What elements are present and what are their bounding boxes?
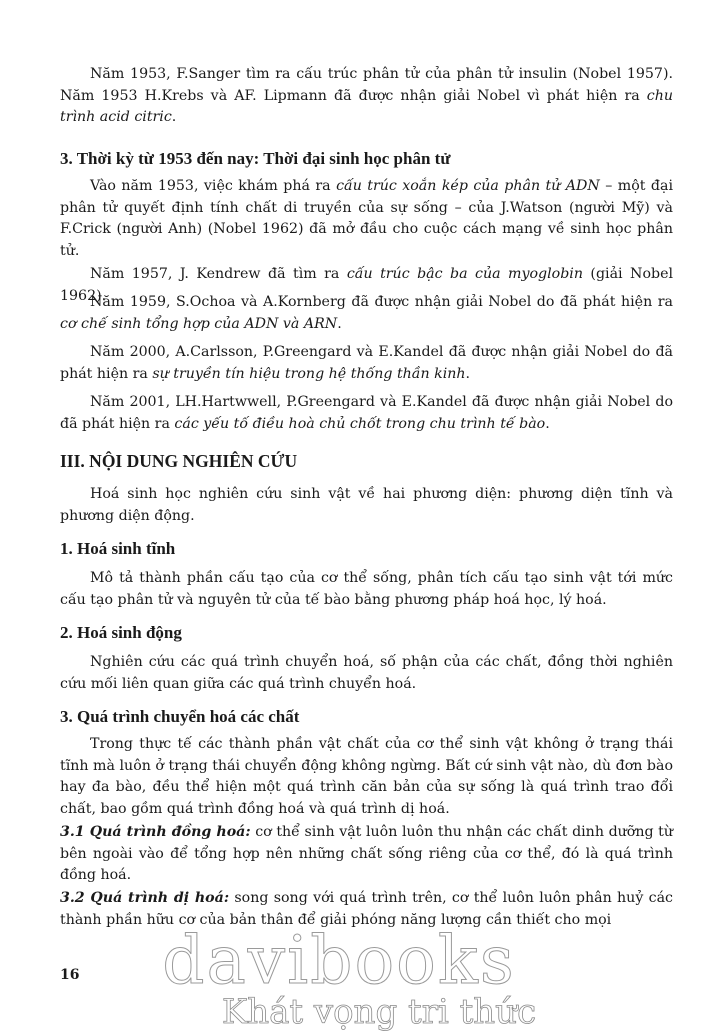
text: Năm 1957, J. Kendrew đã tìm ra	[90, 266, 347, 282]
text: .	[337, 315, 342, 332]
emphasis: các yếu tố điều hoà chủ chốt trong chu trình tế bào	[174, 415, 546, 432]
text: Vào năm 1953, việc khám phá ra	[90, 178, 337, 194]
text: cơ thể sinh vật luôn luôn thu nhận các chất dinh dưỡng từ bên ngoài vào để tổng hợp nên những chất sống riêng của cơ thể, đó là quá trình đồng hoá.	[60, 824, 674, 884]
subsection-heading: 2. Hoá sinh động	[60, 623, 182, 642]
emphasis: sự truyền tín hiệu trong hệ thống thần kinh	[152, 365, 466, 382]
page-number: 16	[60, 967, 80, 983]
paragraph-hartwell	[60, 392, 673, 435]
text: – một đại phân tử quyết định tính chất di truyền của sự sống – của J.Watson (người Mỹ) và F.Crick (người Anh) (Nobel 1962) đã mở đầu cho cuộc cách mạng về sinh học phân tử.	[60, 178, 673, 259]
paragraph-metabolism	[60, 734, 673, 820]
paragraph-ochoa-kornberg	[60, 292, 673, 335]
paragraph-catabolism	[60, 888, 673, 931]
paragraph-carlsson	[60, 342, 673, 385]
text: (giải Nobel 1962).	[60, 266, 673, 304]
paragraph-sanger	[60, 64, 673, 129]
section-III-heading	[60, 450, 673, 472]
paragraph-research-aspects	[60, 484, 673, 527]
heading-molecular-biology-era	[60, 148, 673, 170]
term-label: 3.2 Quá trình dị hoá:	[60, 890, 230, 906]
emphasis: chu trình acid citric	[60, 87, 673, 126]
text: Mô tả thành phần cấu tạo của cơ thể sống, phân tích cấu tạo sinh vật tới mức cấu tạo phân tử và nguyên tử của tế bào bằng phương pháp hoá học, lý hoá.	[60, 570, 673, 608]
text: Trong thực tế các thành phần vật chất của cơ thể sinh vật không ở trạng thái tĩnh mà luôn ở trạng thái chuyển động không ngừng. Bất cứ sinh vật nào, dù đơn bào hay đa bào, đều thể hiện một quá trình căn bản của sự sống là quá trình trao đổi chất, bao gồm quá trình đồng hoá và quá trình dị hoá.	[60, 736, 673, 817]
section-heading: III. NỘI DUNG NGHIÊN CỨU	[60, 451, 298, 471]
emphasis: cấu trúc bậc ba của myoglobin	[346, 266, 583, 282]
watermark-brand: davibooks	[162, 922, 516, 999]
subsection-heading: 3. Quá trình chuyển hoá các chất	[60, 707, 300, 726]
paragraph-static	[60, 568, 673, 611]
heading-static-biochemistry	[60, 538, 673, 560]
text: Năm 1959, S.Ochoa và A.Kornberg đã được nhận giải Nobel do đã phát hiện ra	[90, 294, 673, 310]
emphasis: cơ chế sinh tổng hợp của ADN và ARN	[60, 315, 338, 332]
text: .	[545, 415, 550, 432]
text: .	[171, 109, 177, 126]
heading-metabolism	[60, 706, 673, 728]
watermark-slogan: Khát vọng tri thức	[221, 992, 537, 1032]
paragraph-anabolism	[60, 822, 673, 887]
paragraph-watson-crick	[60, 176, 673, 262]
heading-dynamic-biochemistry	[60, 622, 673, 644]
paragraph-dynamic	[60, 652, 673, 695]
emphasis: cấu trúc xoắn kép của phân tử ADN	[336, 178, 600, 194]
section-heading: 3. Thời kỳ từ 1953 đến nay: Thời đại sinh học phân tử	[60, 149, 451, 168]
text: .	[465, 365, 471, 382]
text: Năm 2001, LH.Hartwwell, P.Greengard và E.Kandel đã được nhận giải Nobel do đã phát hiện ra	[60, 394, 673, 432]
term-label: 3.1 Quá trình đồng hoá:	[60, 824, 251, 840]
text: Hoá sinh học nghiên cứu sinh vật về hai phương diện: phương diện tĩnh và phương diện động.	[60, 486, 673, 524]
text: song song với quá trình trên, cơ thể luôn luôn phân huỷ các thành phần hữu cơ của bản thân để giải phóng năng lượng cần thiết cho mọi	[60, 890, 673, 928]
text: Năm 2000, A.Carlsson, P.Greengard và E.Kandel đã được nhận giải Nobel do đã phát hiện ra	[60, 344, 673, 382]
text: Năm 1953, F.Sanger tìm ra cấu trúc phân tử của phân tử insulin (Nobel 1957). Năm 1953 H.Krebs và AF. Lipmann đã được nhận giải Nobel vì phát hiện ra	[60, 66, 673, 104]
text: Nghiên cứu các quá trình chuyển hoá, số phận của các chất, đồng thời nghiên cứu mối liên quan giữa các quá trình chuyển hoá.	[60, 654, 673, 692]
subsection-heading: 1. Hoá sinh tĩnh	[60, 539, 176, 558]
